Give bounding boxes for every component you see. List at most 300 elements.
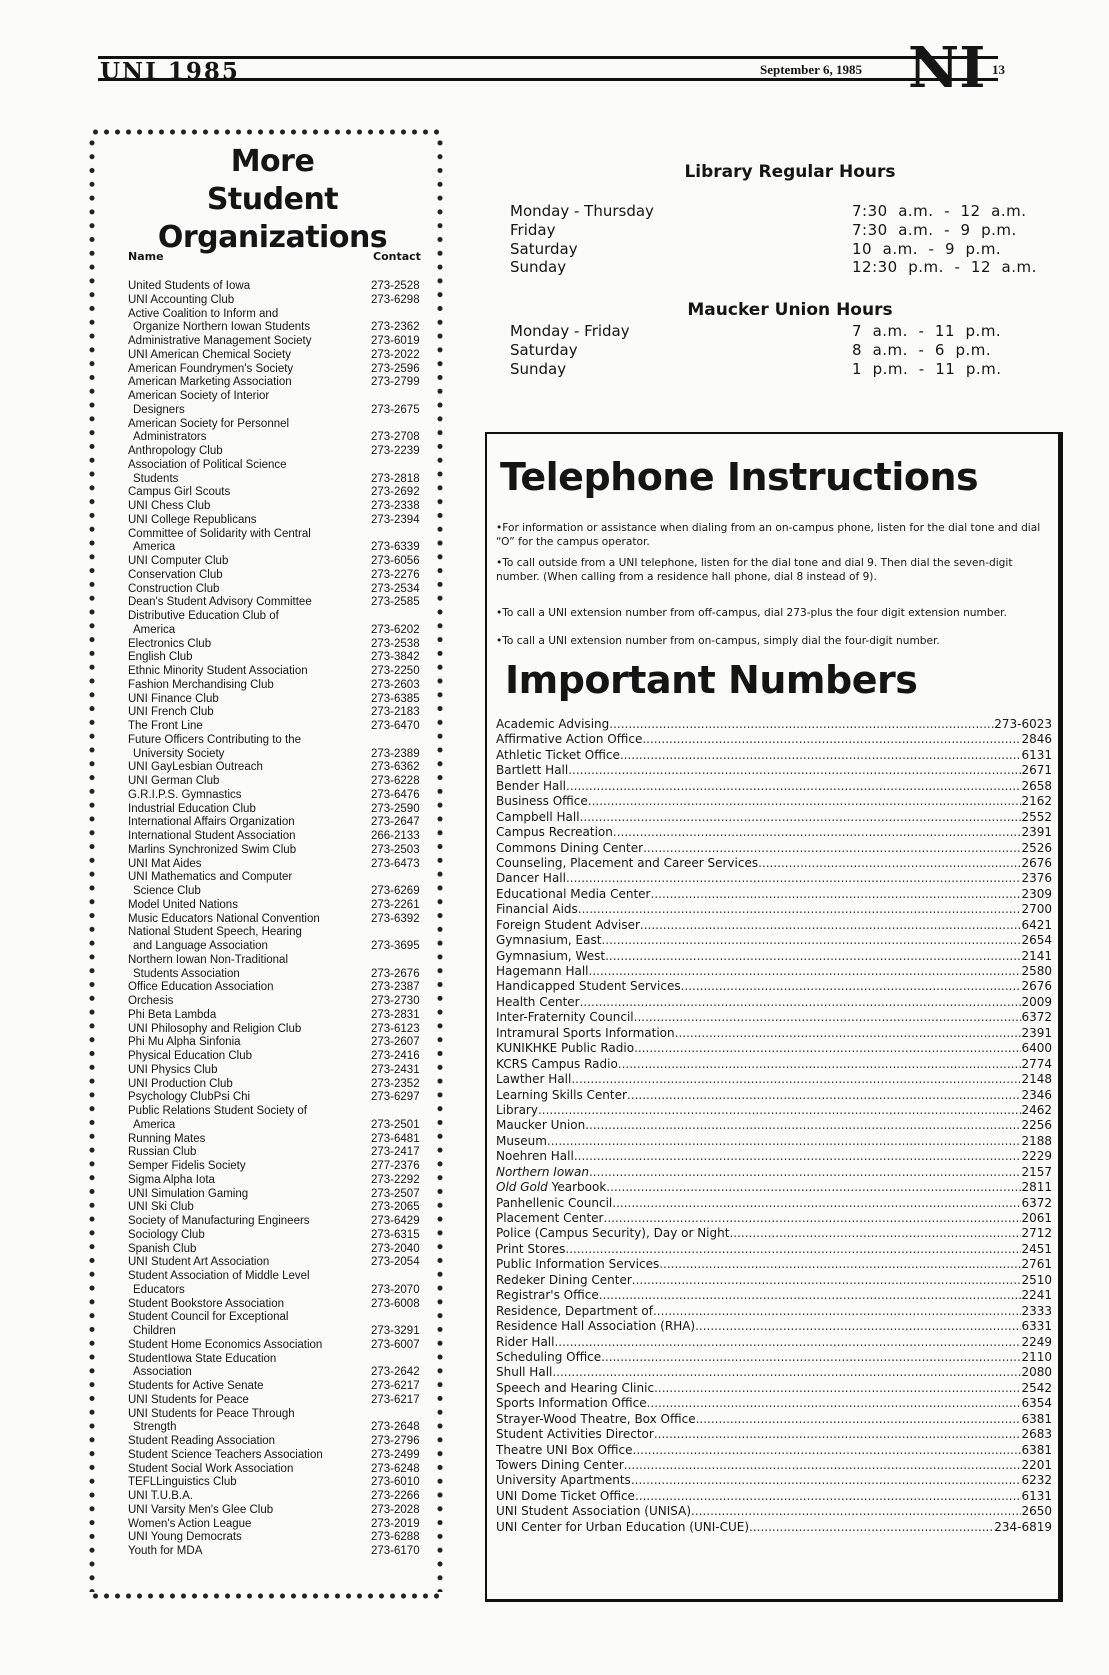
number-row bbox=[496, 1057, 1052, 1072]
dot-leader bbox=[552, 1365, 1021, 1380]
org-row bbox=[128, 954, 438, 968]
org-phone: 273-2266 bbox=[371, 1490, 420, 1502]
dot-leader bbox=[634, 1041, 1021, 1056]
org-phone: 273-6473 bbox=[371, 857, 420, 870]
org-phone: 273-2239 bbox=[371, 445, 420, 457]
hours-row bbox=[510, 221, 1030, 239]
number-name: KCRS Campus Radio bbox=[496, 1056, 618, 1071]
number-row bbox=[496, 1504, 1052, 1519]
org-row bbox=[128, 1036, 438, 1050]
org-row bbox=[128, 1133, 438, 1147]
org-phone: 273-6298 bbox=[371, 293, 420, 306]
org-phone: 273-6217 bbox=[371, 1393, 420, 1406]
number-row bbox=[496, 1026, 1052, 1041]
number-value: 2676 bbox=[1021, 979, 1052, 994]
org-name: Anthropology Club bbox=[128, 445, 223, 457]
org-name: Office Education Association bbox=[128, 981, 274, 994]
number-name: UNI Student Association (UNISA) bbox=[496, 1504, 692, 1519]
org-row bbox=[128, 789, 438, 803]
org-row-continued bbox=[128, 473, 438, 487]
org-row bbox=[128, 528, 438, 542]
org-row bbox=[128, 349, 438, 363]
number-value: 2526 bbox=[1021, 840, 1052, 855]
org-phone: 273-2642 bbox=[371, 1366, 420, 1379]
number-row bbox=[496, 717, 1052, 732]
org-name: UNI Students for Peace Through bbox=[128, 1407, 295, 1420]
hours-time: 12:30 p.m. - 12 a.m. bbox=[852, 258, 1037, 277]
number-row bbox=[496, 887, 1052, 902]
org-phone: 273-2647 bbox=[371, 816, 420, 829]
dot-leader bbox=[612, 1196, 1021, 1211]
org-row bbox=[128, 514, 438, 528]
number-value: 6381 bbox=[1021, 1442, 1052, 1457]
number-name: Scheduling Office bbox=[496, 1349, 602, 1364]
org-phone: 273-6007 bbox=[371, 1338, 420, 1351]
org-phone: 273-2022 bbox=[371, 348, 420, 361]
org-phone: 277-2376 bbox=[371, 1160, 420, 1172]
number-row bbox=[496, 1118, 1052, 1133]
number-name: Maucker Union bbox=[496, 1118, 586, 1133]
org-row bbox=[128, 583, 438, 597]
number-name: Public Information Services bbox=[496, 1257, 660, 1272]
number-value: 2148 bbox=[1021, 1072, 1052, 1087]
org-phone: 273-6297 bbox=[371, 1091, 420, 1104]
dot-leader bbox=[642, 732, 1021, 747]
org-phone: 273-2362 bbox=[371, 321, 420, 334]
hours-day: Saturday bbox=[510, 340, 578, 359]
dot-leader bbox=[588, 794, 1022, 809]
org-name-continued: University Society bbox=[133, 747, 225, 760]
org-row bbox=[128, 1050, 438, 1064]
dot-leader bbox=[635, 1489, 1022, 1504]
number-row bbox=[496, 871, 1052, 886]
number-value: 2376 bbox=[1021, 871, 1052, 886]
dot-leader bbox=[659, 1257, 1021, 1272]
number-name: Print Stores bbox=[496, 1241, 566, 1256]
org-name-continued: Strength bbox=[133, 1421, 177, 1434]
org-name: UNI Ski Club bbox=[128, 1201, 194, 1214]
dot-leader bbox=[606, 1180, 1021, 1195]
instruction-bullet: •To call outside from a UNI telephone, listen for the dial tone and dial 9. Then dial the seven-digit number. (When calling from a residence hall phone, dial 8 instead of 9). bbox=[496, 557, 1013, 583]
org-phone: 273-2507 bbox=[371, 1187, 420, 1200]
org-name: American Society for Personnel bbox=[128, 417, 290, 430]
org-name-continued: America bbox=[133, 1118, 176, 1131]
org-row bbox=[128, 1270, 438, 1284]
number-value: 2061 bbox=[1021, 1211, 1052, 1225]
org-name: Music Educators National Convention bbox=[128, 912, 320, 925]
org-row bbox=[128, 1449, 438, 1463]
number-row bbox=[496, 995, 1052, 1010]
number-row bbox=[496, 1350, 1052, 1365]
dot-leader bbox=[538, 1103, 1021, 1118]
dot-leader bbox=[675, 1026, 1022, 1041]
org-name: United Students of Iowa bbox=[128, 280, 251, 292]
org-row-continued bbox=[128, 1421, 438, 1435]
org-row-continued bbox=[128, 940, 438, 954]
org-name: Student Association of Middle Level bbox=[128, 1270, 310, 1282]
org-row bbox=[128, 1091, 438, 1105]
org-name: The Front Line bbox=[128, 720, 203, 732]
org-row bbox=[128, 761, 438, 775]
number-name: Library bbox=[496, 1102, 538, 1117]
number-name-italic: Old Gold bbox=[496, 1180, 548, 1195]
title-line: Student Organizations bbox=[157, 182, 388, 255]
number-name: Sports Information Office bbox=[496, 1396, 647, 1411]
number-row bbox=[496, 1288, 1052, 1303]
org-phone: 273-2596 bbox=[371, 362, 420, 375]
number-value: 2157 bbox=[1021, 1164, 1052, 1179]
org-name: UNI Computer Club bbox=[128, 555, 229, 567]
number-value: 2774 bbox=[1021, 1056, 1052, 1071]
dot-leader bbox=[620, 748, 1022, 763]
hours-day: Monday - Thursday bbox=[510, 202, 654, 220]
number-value: 2080 bbox=[1021, 1365, 1052, 1380]
org-row bbox=[128, 555, 438, 569]
hours-time: 1 p.m. - 11 p.m. bbox=[852, 359, 1002, 378]
number-row bbox=[496, 763, 1052, 778]
number-name: Police (Campus Security), Day or Night bbox=[496, 1226, 730, 1241]
number-row bbox=[496, 979, 1052, 994]
number-name: Dancer Hall bbox=[496, 871, 566, 886]
org-row bbox=[128, 720, 438, 734]
dot-leader bbox=[609, 717, 994, 732]
page-number: 13 bbox=[992, 62, 1005, 77]
org-name: UNI Chess Club bbox=[128, 500, 211, 512]
org-phone: 273-2070 bbox=[371, 1283, 420, 1296]
org-name: Administrative Management Society bbox=[128, 335, 312, 347]
number-value: 2671 bbox=[1021, 763, 1052, 778]
number-value: 2391 bbox=[1021, 1025, 1052, 1040]
org-name: Physical Education Club bbox=[128, 1050, 253, 1062]
org-name-continued: Students Association bbox=[133, 967, 240, 980]
dot-leader bbox=[691, 1504, 1021, 1519]
dot-leader bbox=[729, 1226, 1021, 1241]
dot-leader bbox=[758, 856, 1021, 871]
org-row bbox=[128, 610, 438, 624]
telephone-title: Telephone Instructions bbox=[500, 455, 979, 499]
number-row bbox=[496, 1412, 1052, 1427]
number-row bbox=[496, 1273, 1052, 1288]
org-row bbox=[128, 1188, 438, 1202]
org-phone: 273-2676 bbox=[371, 967, 420, 980]
org-row bbox=[128, 500, 438, 514]
org-row bbox=[128, 1160, 438, 1174]
number-row bbox=[496, 825, 1052, 840]
dot-leader bbox=[580, 995, 1022, 1010]
org-row bbox=[128, 1490, 438, 1504]
org-row bbox=[128, 858, 438, 872]
org-row bbox=[128, 1435, 438, 1449]
org-name: UNI Finance Club bbox=[128, 692, 219, 705]
org-name: UNI German Club bbox=[128, 775, 220, 787]
number-row bbox=[496, 1381, 1052, 1396]
org-name: Conservation Club bbox=[128, 568, 223, 581]
org-name: Sigma Alpha Iota bbox=[128, 1173, 215, 1186]
org-name: UNI Philosophy and Religion Club bbox=[128, 1022, 302, 1035]
org-row bbox=[128, 1174, 438, 1188]
org-row bbox=[128, 871, 438, 885]
number-value: 2249 bbox=[1021, 1334, 1052, 1349]
org-row bbox=[128, 1064, 438, 1078]
org-row bbox=[128, 830, 438, 844]
number-row bbox=[496, 1226, 1052, 1241]
dot-leader bbox=[605, 949, 1021, 964]
number-name: Campbell Hall bbox=[496, 809, 580, 824]
org-row bbox=[128, 651, 438, 665]
dot-leader bbox=[580, 810, 1022, 825]
title-line: More bbox=[230, 144, 315, 179]
asterisk-border-left bbox=[88, 136, 96, 1592]
org-phone: 273-2603 bbox=[371, 678, 420, 691]
org-name-continued: Science Club bbox=[133, 885, 201, 897]
number-value: 2241 bbox=[1021, 1288, 1052, 1303]
org-row bbox=[128, 844, 438, 858]
number-value: 6354 bbox=[1021, 1396, 1052, 1411]
org-row bbox=[128, 981, 438, 995]
number-value: 2846 bbox=[1021, 732, 1052, 747]
org-row-continued bbox=[128, 404, 438, 418]
number-row bbox=[496, 1134, 1052, 1149]
org-phone: 273-2019 bbox=[371, 1517, 420, 1530]
org-name: Campus Girl Scouts bbox=[128, 486, 231, 499]
number-value: 2333 bbox=[1021, 1303, 1052, 1318]
number-value: 2162 bbox=[1021, 794, 1052, 809]
org-name: TEFLLinguistics Club bbox=[128, 1476, 237, 1489]
org-row bbox=[128, 816, 438, 830]
org-row bbox=[128, 803, 438, 817]
number-name: KUNIKHKE Public Radio bbox=[496, 1041, 635, 1056]
asterisk-border-top bbox=[90, 128, 442, 136]
org-phone: 273-6019 bbox=[371, 335, 420, 347]
number-name: Strayer-Wood Theatre, Box Office bbox=[496, 1411, 696, 1426]
org-phone: 273-6315 bbox=[371, 1228, 420, 1241]
number-value: 273-6023 bbox=[994, 717, 1052, 731]
org-name: Phi Beta Lambda bbox=[128, 1008, 217, 1021]
org-name: Public Relations Student Society of bbox=[128, 1105, 307, 1117]
org-phone: 273-2692 bbox=[371, 486, 420, 499]
org-name-continued: Organize Northern Iowan Students bbox=[133, 321, 311, 334]
number-name: UNI Dome Ticket Office bbox=[496, 1488, 635, 1503]
org-name: UNI French Club bbox=[128, 706, 214, 719]
org-phone: 266-2133 bbox=[371, 830, 420, 842]
number-name: Panhellenic Council bbox=[496, 1195, 613, 1210]
org-phone: 273-2534 bbox=[371, 582, 420, 595]
org-name: Student Reading Association bbox=[128, 1435, 276, 1447]
org-name: Women's Action League bbox=[128, 1517, 252, 1530]
org-phone: 273-6362 bbox=[371, 761, 420, 774]
number-name: Hagemann Hall bbox=[496, 964, 589, 978]
org-phone: 273-2054 bbox=[371, 1256, 420, 1269]
dot-leader bbox=[601, 1350, 1021, 1365]
number-row bbox=[496, 1335, 1052, 1350]
number-value: 2309 bbox=[1021, 886, 1052, 901]
org-name: Future Officers Contributing to the bbox=[128, 733, 302, 746]
org-phone: 273-2394 bbox=[371, 513, 420, 526]
org-phone: 273-2528 bbox=[371, 280, 420, 292]
number-value: 6331 bbox=[1021, 1319, 1052, 1334]
issue-date: September 6, 1985 bbox=[760, 62, 862, 77]
number-name: Redeker Dining Center bbox=[496, 1272, 632, 1287]
number-name: Noehren Hall bbox=[496, 1149, 574, 1164]
org-name-continued: America bbox=[133, 623, 176, 636]
number-value: 2658 bbox=[1021, 778, 1052, 793]
organizations-list bbox=[128, 280, 438, 1559]
org-row-continued bbox=[128, 748, 438, 762]
number-row bbox=[496, 1473, 1052, 1488]
logo-text: NI bbox=[908, 35, 986, 101]
number-name: Athletic Ticket Office bbox=[496, 747, 620, 762]
org-name: UNI Student Art Association bbox=[128, 1256, 270, 1269]
org-row bbox=[128, 913, 438, 927]
number-row bbox=[496, 1041, 1052, 1056]
dot-leader bbox=[589, 1165, 1022, 1180]
number-row bbox=[496, 1149, 1052, 1164]
dot-leader bbox=[601, 933, 1021, 948]
organizations-header bbox=[128, 250, 428, 263]
org-row bbox=[128, 418, 438, 432]
number-value: 2700 bbox=[1021, 902, 1052, 917]
org-name: Spanish Club bbox=[128, 1242, 197, 1255]
org-name-continued: America bbox=[133, 541, 176, 554]
org-name: Industrial Education Club bbox=[128, 802, 256, 815]
number-row bbox=[496, 1489, 1052, 1504]
dot-leader bbox=[634, 1010, 1022, 1025]
org-name: UNI Mathematics and Computer bbox=[128, 871, 293, 884]
org-row bbox=[128, 1339, 438, 1353]
hours-row bbox=[510, 258, 1037, 277]
org-row bbox=[128, 1105, 438, 1119]
org-phone: 273-2040 bbox=[371, 1242, 420, 1255]
org-row bbox=[128, 363, 438, 377]
maucker-hours-title: Maucker Union Hours bbox=[687, 300, 893, 320]
number-name: Residence Hall Association (RHA) bbox=[496, 1319, 696, 1334]
number-name: Towers Dining Center bbox=[496, 1458, 624, 1472]
org-row bbox=[128, 390, 438, 404]
column-contact: Contact bbox=[373, 250, 421, 263]
org-row bbox=[128, 1215, 438, 1229]
hours-row bbox=[510, 360, 1030, 378]
number-name: Gymnasium, West bbox=[496, 948, 606, 963]
org-row bbox=[128, 706, 438, 720]
org-name: Ethnic Minority Student Association bbox=[128, 665, 308, 677]
number-row bbox=[496, 1242, 1052, 1257]
number-value: 234-6819 bbox=[994, 1519, 1052, 1534]
org-row bbox=[128, 376, 438, 390]
number-row bbox=[496, 856, 1052, 871]
dot-leader bbox=[585, 1118, 1021, 1133]
number-value: 6421 bbox=[1021, 917, 1052, 932]
org-name: UNI College Republicans bbox=[128, 513, 257, 526]
number-row bbox=[496, 1196, 1052, 1211]
org-row bbox=[128, 280, 438, 294]
number-value: 2110 bbox=[1021, 1349, 1052, 1364]
org-name-continued: Educators bbox=[133, 1283, 185, 1296]
org-name: G.R.I.P.S. Gymnastics bbox=[128, 788, 242, 801]
number-value: 2462 bbox=[1021, 1102, 1052, 1117]
org-phone: 273-3695 bbox=[371, 940, 420, 952]
org-phone: 273-6339 bbox=[371, 541, 420, 554]
number-row bbox=[496, 1319, 1052, 1334]
org-phone: 273-2387 bbox=[371, 981, 420, 994]
number-value: 2683 bbox=[1021, 1427, 1052, 1442]
number-value: 6232 bbox=[1021, 1473, 1052, 1488]
org-row-continued bbox=[128, 1119, 438, 1133]
org-phone: 273-6385 bbox=[371, 692, 420, 705]
dot-leader bbox=[633, 1443, 1022, 1458]
number-name: Registrar's Office bbox=[496, 1288, 599, 1303]
org-row bbox=[128, 1545, 438, 1559]
org-row bbox=[128, 1394, 438, 1408]
org-row bbox=[128, 1243, 438, 1257]
number-value: 2510 bbox=[1021, 1272, 1052, 1287]
number-row bbox=[496, 1443, 1052, 1458]
org-phone: 273-2276 bbox=[371, 568, 420, 581]
org-phone: 273-2028 bbox=[371, 1503, 420, 1516]
hours-row bbox=[510, 202, 1030, 220]
column-name: Name bbox=[128, 250, 164, 263]
hours-time: 8 a.m. - 6 p.m. bbox=[852, 340, 992, 359]
org-phone: 273-2250 bbox=[371, 665, 420, 677]
number-row bbox=[496, 1257, 1052, 1272]
instruction-bullet: •For information or assistance when dialing from an on-campus phone, listen for the dial tone and dial “O” for the campus operator. bbox=[496, 522, 1041, 548]
number-row bbox=[496, 748, 1052, 763]
org-phone: 273-6170 bbox=[371, 1545, 420, 1557]
number-name: Rider Hall bbox=[496, 1334, 555, 1349]
org-phone: 273-6392 bbox=[371, 912, 420, 925]
org-row bbox=[128, 926, 438, 940]
hours-day: Sunday bbox=[510, 258, 567, 277]
org-phone: 273-2590 bbox=[371, 802, 420, 815]
org-name: UNI Physics Club bbox=[128, 1063, 218, 1076]
org-phone: 273-2183 bbox=[371, 706, 420, 719]
org-row bbox=[128, 1353, 438, 1367]
org-phone: 273-2799 bbox=[371, 376, 420, 389]
dot-leader bbox=[589, 964, 1022, 979]
org-name-continued: Students bbox=[133, 472, 179, 485]
number-value: 6372 bbox=[1021, 1010, 1052, 1025]
important-numbers-list bbox=[496, 717, 1052, 1535]
hours-day: Monday - Friday bbox=[510, 322, 630, 340]
org-phone: 273-2338 bbox=[371, 500, 420, 512]
library-hours-title: Library Regular Hours bbox=[684, 162, 896, 182]
org-phone: 273-6217 bbox=[371, 1380, 420, 1392]
org-row bbox=[128, 335, 438, 349]
org-name: Northern Iowan Non-Traditional bbox=[128, 953, 289, 966]
hours-day: Saturday bbox=[510, 239, 578, 258]
org-name: Psychology ClubPsi Chi bbox=[128, 1091, 251, 1104]
dot-leader bbox=[568, 763, 1021, 778]
number-value: 6400 bbox=[1021, 1041, 1052, 1056]
dot-leader bbox=[695, 1319, 1021, 1334]
org-row bbox=[128, 899, 438, 913]
number-name: Foreign Student Adviser bbox=[496, 917, 640, 932]
org-row-continued bbox=[128, 541, 438, 555]
org-name: American Foundrymen's Society bbox=[128, 362, 294, 375]
org-phone: 273-2261 bbox=[371, 898, 420, 911]
hours-time: 7:30 a.m. - 12 a.m. bbox=[852, 202, 1027, 220]
org-row bbox=[128, 1146, 438, 1160]
number-name: Speech and Hearing Clinic bbox=[496, 1380, 655, 1395]
number-name-italic: Northern Iowan bbox=[496, 1164, 589, 1179]
org-name: International Affairs Organization bbox=[128, 816, 295, 829]
org-row bbox=[128, 294, 438, 308]
dot-leader bbox=[554, 1335, 1021, 1350]
number-name: Handicapped Student Services bbox=[496, 979, 681, 994]
number-value: 2654 bbox=[1021, 933, 1052, 948]
org-name: Semper Fidelis Society bbox=[128, 1160, 246, 1172]
number-name: Educational Media Center bbox=[496, 886, 651, 901]
org-name: National Student Speech, Hearing bbox=[128, 926, 302, 939]
